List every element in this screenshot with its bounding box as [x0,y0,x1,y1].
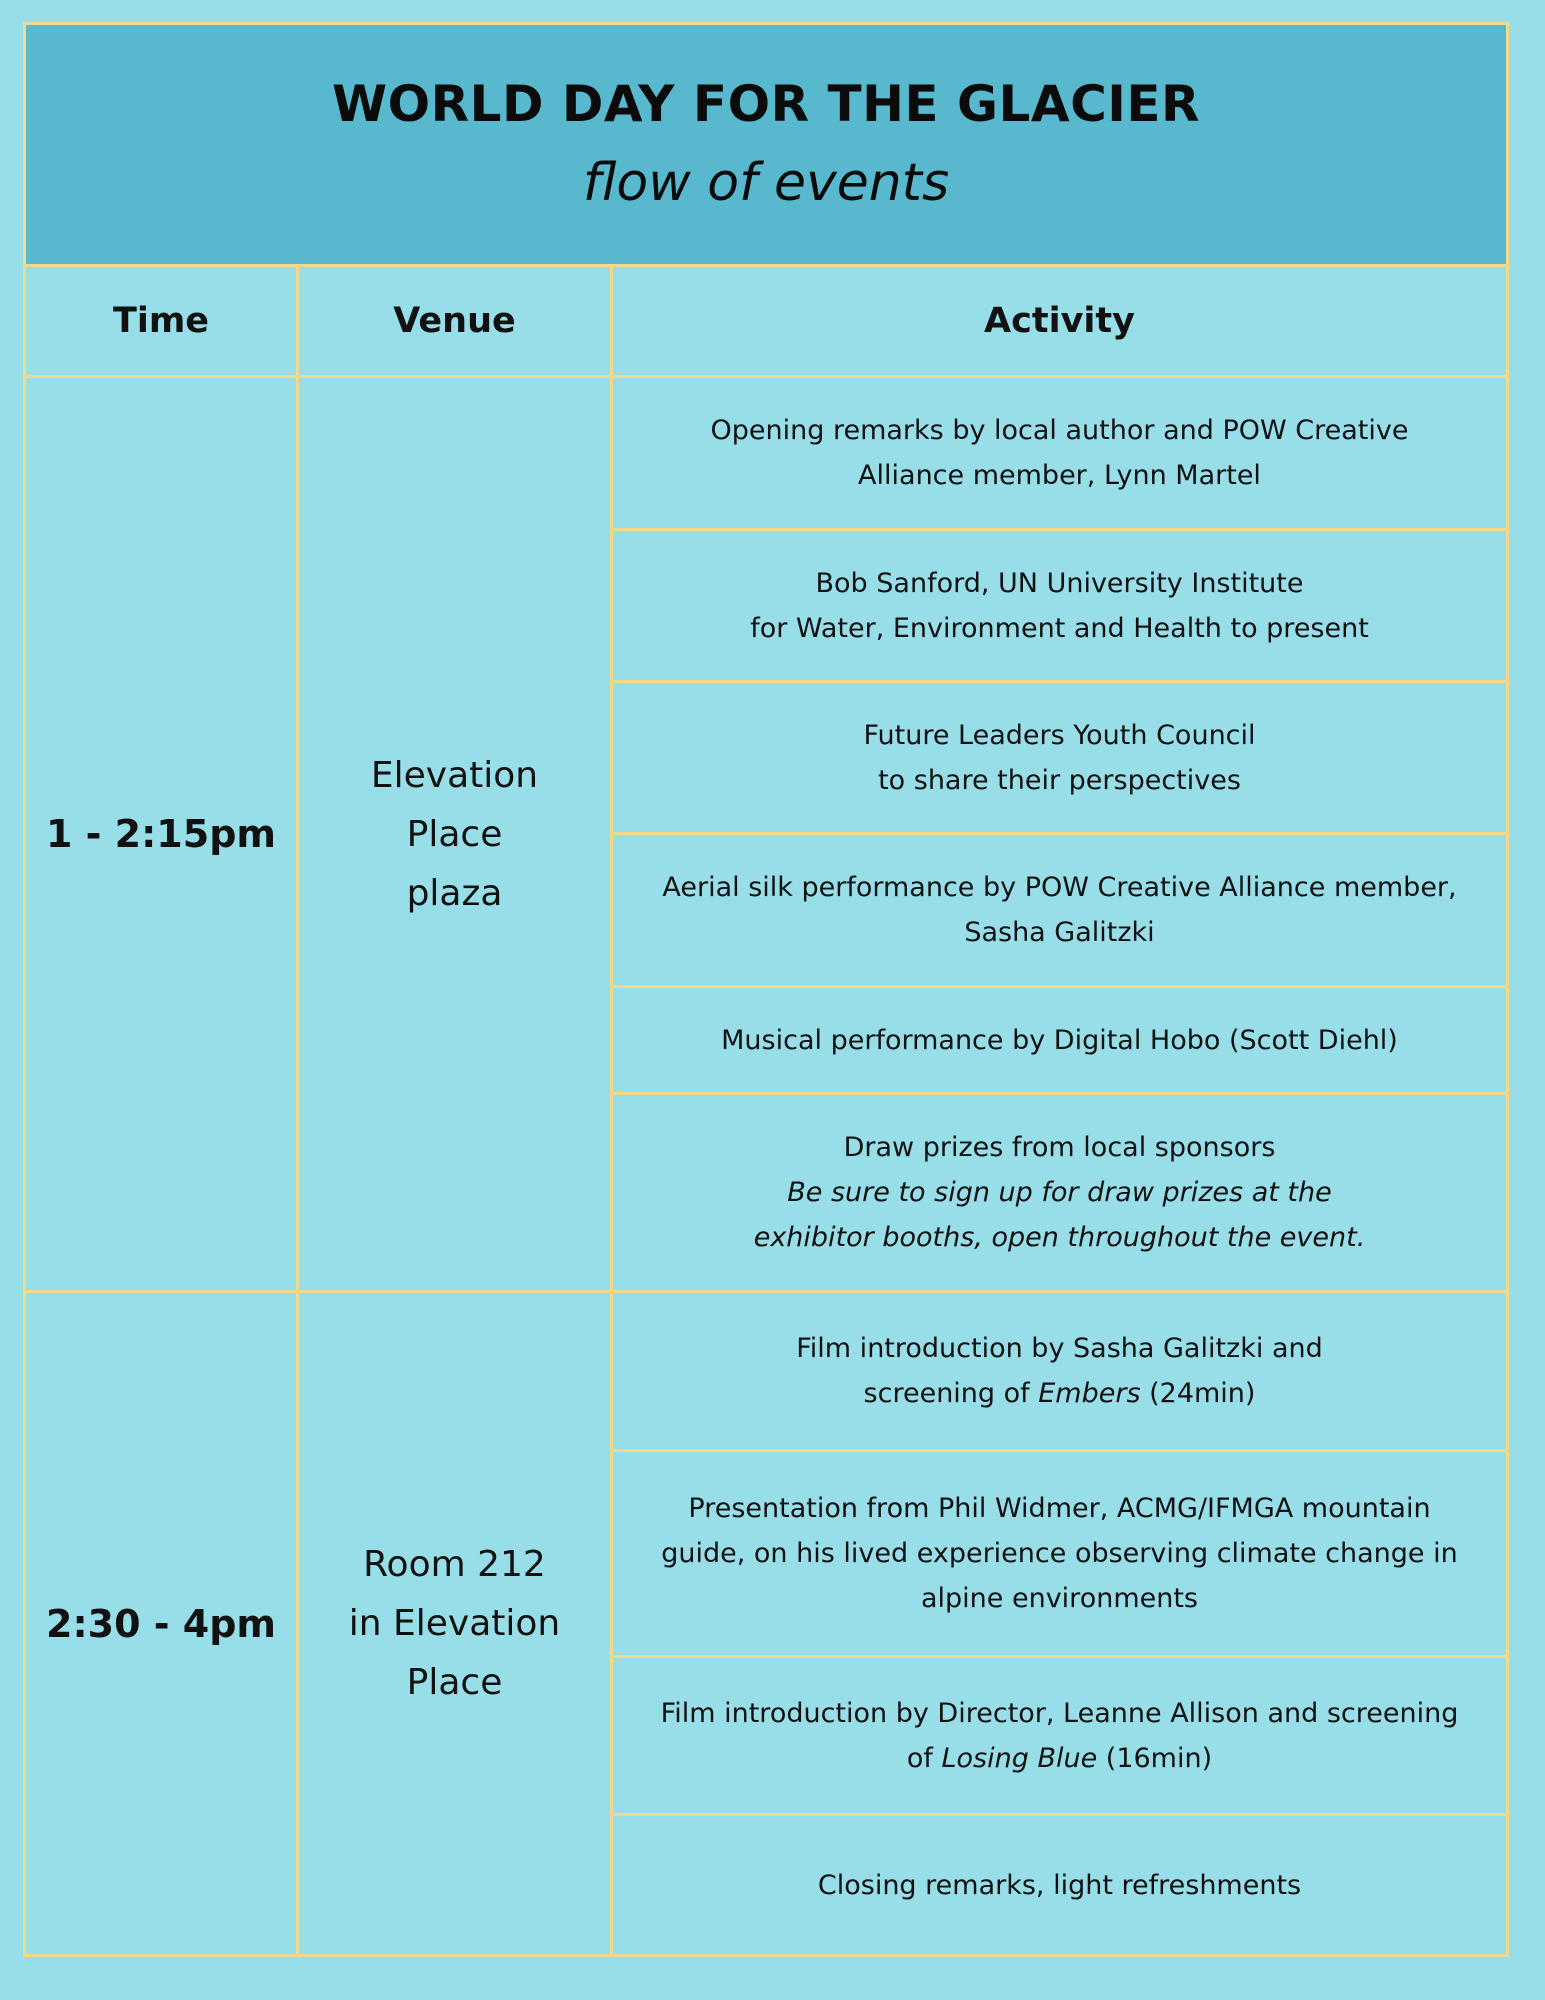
column-header-venue: Venue [393,301,516,341]
venue-line: plaza [406,872,503,914]
activity-item [613,531,1506,680]
activity-item [613,988,1506,1092]
activity-text: screening of [863,1378,1039,1409]
activity-line: Alliance member, Lynn Martel [858,460,1261,491]
activity-item [613,1816,1506,1954]
activity-line: Sasha Galitzki [964,917,1155,948]
activity-text: (24min) [1140,1378,1256,1409]
activity-line: alpine environments [920,1583,1198,1614]
activity-text: of [906,1742,942,1774]
activity-note-line: Be sure to sign up for draw prizes at the [787,1177,1332,1208]
activity-line: Musical performance by Digital Hobo (Scott Diehl) [721,1024,1398,1056]
activity-line: Film introduction by Director, Leanne Allison and screening [660,1697,1459,1729]
column-header-activity: Activity [984,301,1135,341]
schedule-sheet [23,22,1509,1957]
activity-line: Closing remarks, light refreshments [817,1869,1302,1901]
venue-line: Elevation [370,754,539,796]
activity-line: guide, on his lived experience observing climate change in [661,1538,1458,1569]
activity-line: Presentation from Phil Widmer, ACMG/IFMGA mountain [688,1493,1431,1524]
activity-line [907,1736,1212,1781]
activity-item [613,378,1506,528]
activity-item [613,835,1506,985]
activity-item [613,1452,1506,1655]
film-title: Embers [1038,1378,1141,1409]
activity-line: Bob Sanford, UN University Institute [815,567,1304,599]
venue-line: in Elevation [348,1603,561,1644]
page-title: WORLD DAY FOR THE GLACIER [331,75,1201,133]
activity-item [613,1293,1506,1449]
venue-line: Room 212 [363,1544,546,1585]
activity-line: Draw prizes from local sponsors [843,1132,1276,1163]
activity-line: for Water, Environment and Health to present [750,612,1369,644]
venue-line: Place [406,813,503,855]
activity-line: Future Leaders Youth Council [863,719,1256,751]
activity-note-line: exhibitor booths, open throughout the event. [753,1222,1366,1253]
activity-line: Opening remarks by local author and POW Creative [710,415,1409,446]
activity-item [613,1658,1506,1813]
activity-line [864,1371,1256,1416]
header-banner [26,25,1506,267]
venue-line: Place [406,1662,503,1703]
column-header-time: Time [112,301,210,341]
activity-item [613,683,1506,832]
session-time: 2:30 - 4pm [46,1601,276,1646]
activity-text: (16min) [1097,1742,1213,1774]
activity-line: Film introduction by Sasha Galitzki and [796,1333,1323,1364]
film-title: Losing Blue [941,1742,1098,1774]
session-venue [299,1293,610,1954]
page-subtitle: flow of events [582,153,950,213]
activity-item [613,1095,1506,1290]
activity-line: Aerial silk performance by POW Creative Alliance member, [662,872,1457,903]
activity-line: to share their perspectives [878,764,1241,796]
session-time: 1 - 2:15pm [46,812,276,856]
session-venue [299,378,610,1290]
